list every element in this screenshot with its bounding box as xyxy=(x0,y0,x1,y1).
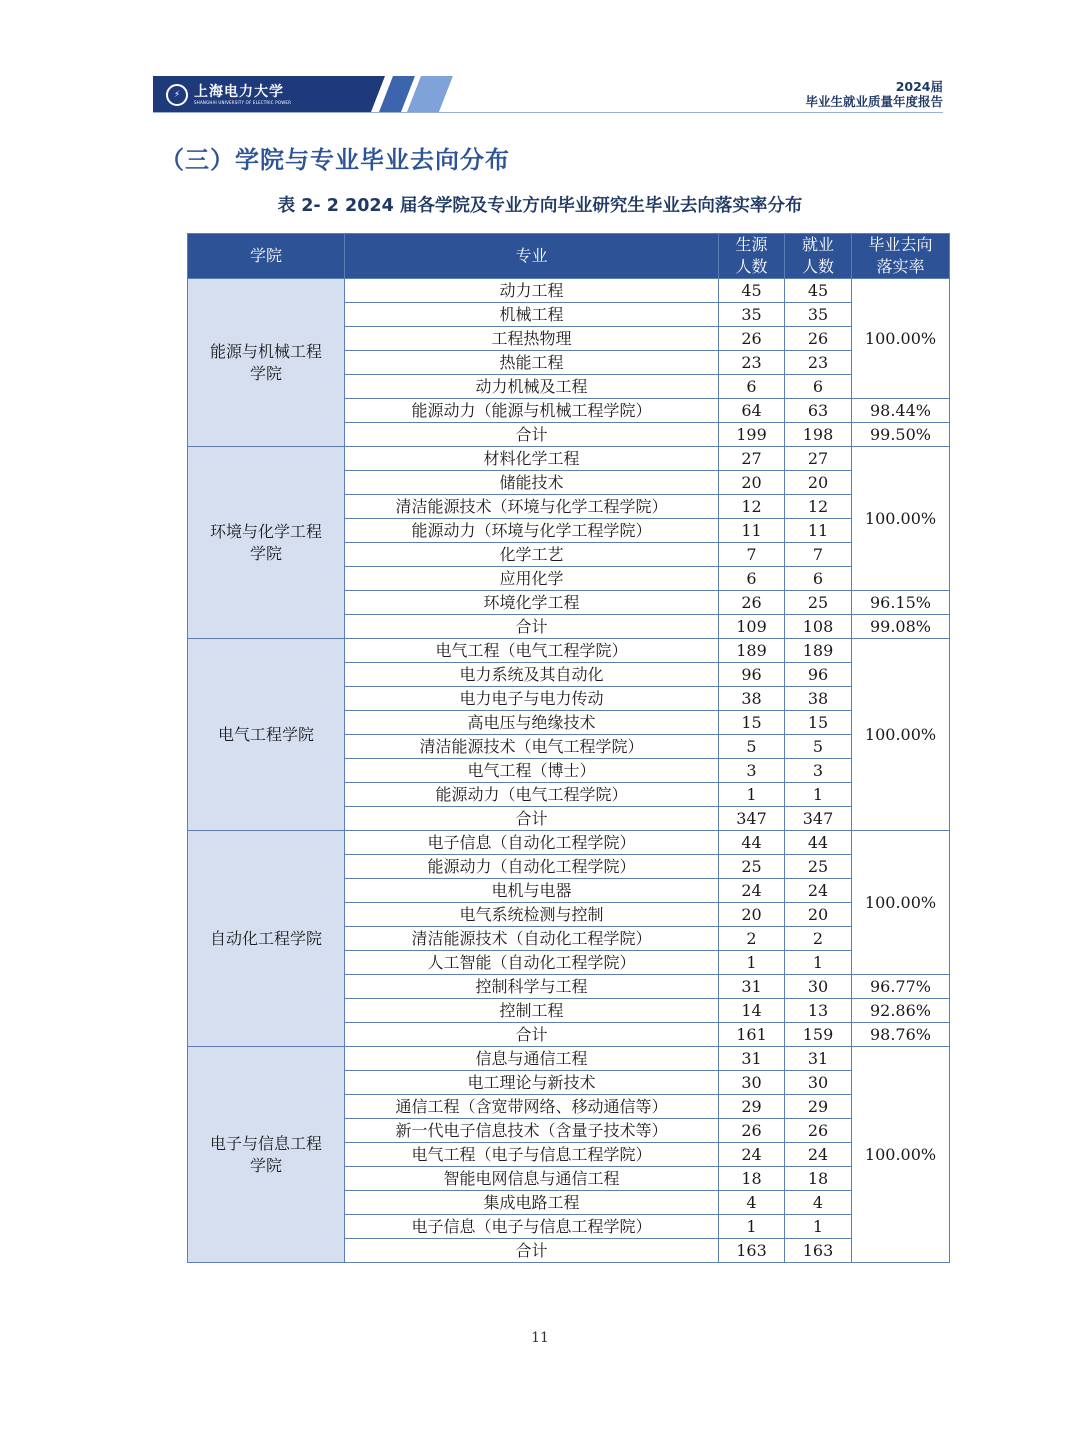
major-cell: 通信工程（含宽带网络、移动通信等） xyxy=(345,1095,719,1119)
table-row xyxy=(188,831,950,855)
major-cell: 高电压与绝缘技术 xyxy=(345,711,719,735)
source-count-cell: 26 xyxy=(719,591,785,615)
source-count-cell: 1 xyxy=(719,1215,785,1239)
source-count-cell: 35 xyxy=(719,303,785,327)
major-cell: 动力工程 xyxy=(345,279,719,303)
source-count-cell: 27 xyxy=(719,447,785,471)
employed-count-cell: 26 xyxy=(785,327,852,351)
major-cell: 人工智能（自动化工程学院） xyxy=(345,951,719,975)
employed-count-cell: 13 xyxy=(785,999,852,1023)
major-cell: 能源动力（电气工程学院） xyxy=(345,783,719,807)
section-heading: （三）学院与专业毕业去向分布 xyxy=(160,146,510,174)
college-name-line1: 自动化工程学院 xyxy=(209,928,322,948)
major-cell: 电气工程（电子与信息工程学院） xyxy=(345,1143,719,1167)
column-header-college: 学院 xyxy=(188,234,345,279)
employed-count-cell: 24 xyxy=(785,879,852,903)
source-count-cell: 64 xyxy=(719,399,785,423)
source-count-cell: 1 xyxy=(719,951,785,975)
employed-count-cell: 2 xyxy=(785,927,852,951)
employed-count-cell: 159 xyxy=(785,1023,852,1047)
source-count-cell: 15 xyxy=(719,711,785,735)
placement-rate-cell: 100.00% xyxy=(852,1047,950,1263)
major-cell: 化学工艺 xyxy=(345,543,719,567)
table-row xyxy=(188,447,950,471)
major-cell: 应用化学 xyxy=(345,567,719,591)
source-count-cell: 163 xyxy=(719,1239,785,1263)
college-cell xyxy=(188,447,345,639)
placement-rate-cell: 100.00% xyxy=(852,447,950,591)
employed-count-cell: 45 xyxy=(785,279,852,303)
source-count-cell: 20 xyxy=(719,471,785,495)
table-caption: 表 2- 2 2024 届各学院及专业方向毕业研究生毕业去向落实率分布 xyxy=(277,196,803,216)
employed-count-cell: 11 xyxy=(785,519,852,543)
source-count-cell: 29 xyxy=(719,1095,785,1119)
employed-count-cell: 3 xyxy=(785,759,852,783)
employed-count-cell: 7 xyxy=(785,543,852,567)
major-cell: 环境化学工程 xyxy=(345,591,719,615)
major-cell: 储能技术 xyxy=(345,471,719,495)
major-cell: 电力系统及其自动化 xyxy=(345,663,719,687)
major-cell: 动力机械及工程 xyxy=(345,375,719,399)
employed-count-cell: 6 xyxy=(785,375,852,399)
major-cell: 合计 xyxy=(345,1023,719,1047)
major-cell: 电气工程（电气工程学院） xyxy=(345,639,719,663)
table-row xyxy=(188,279,950,303)
major-cell: 能源动力（自动化工程学院） xyxy=(345,855,719,879)
placement-rate-cell: 98.76% xyxy=(852,1023,950,1047)
university-name: 上海电力大学 xyxy=(194,84,284,100)
major-cell: 机械工程 xyxy=(345,303,719,327)
source-count-cell: 7 xyxy=(719,543,785,567)
placement-rate-cell: 100.00% xyxy=(852,279,950,399)
employed-count-cell: 96 xyxy=(785,663,852,687)
major-cell: 合计 xyxy=(345,423,719,447)
source-count-cell: 30 xyxy=(719,1071,785,1095)
employed-count-cell: 20 xyxy=(785,903,852,927)
source-count-cell: 4 xyxy=(719,1191,785,1215)
placement-rate-cell: 98.44% xyxy=(852,399,950,423)
college-name-line1: 电气工程学院 xyxy=(217,724,314,744)
college-cell xyxy=(188,831,345,1047)
major-cell: 电气系统检测与控制 xyxy=(345,903,719,927)
college-cell xyxy=(188,279,345,447)
source-count-cell: 14 xyxy=(719,999,785,1023)
source-count-cell: 5 xyxy=(719,735,785,759)
college-name-line1: 能源与机械工程 xyxy=(209,341,322,361)
employed-count-cell: 198 xyxy=(785,423,852,447)
source-count-cell: 11 xyxy=(719,519,785,543)
major-cell: 能源动力（环境与化学工程学院） xyxy=(345,519,719,543)
employed-count-cell: 35 xyxy=(785,303,852,327)
source-count-cell: 96 xyxy=(719,663,785,687)
employed-count-cell: 108 xyxy=(785,615,852,639)
employed-count-cell: 27 xyxy=(785,447,852,471)
source-count-cell: 12 xyxy=(719,495,785,519)
major-cell: 信息与通信工程 xyxy=(345,1047,719,1071)
major-cell: 合计 xyxy=(345,615,719,639)
source-count-cell: 24 xyxy=(719,879,785,903)
major-cell: 电工理论与新技术 xyxy=(345,1071,719,1095)
employed-count-cell: 38 xyxy=(785,687,852,711)
employed-count-cell: 6 xyxy=(785,567,852,591)
major-cell: 热能工程 xyxy=(345,351,719,375)
report-year: 2024届 xyxy=(895,79,943,94)
college-name-line2: 学院 xyxy=(249,363,282,383)
source-count-cell: 2 xyxy=(719,927,785,951)
table-row xyxy=(188,639,950,663)
employed-count-cell: 189 xyxy=(785,639,852,663)
college-cell xyxy=(188,1047,345,1263)
placement-rate-cell: 100.00% xyxy=(852,831,950,975)
employed-count-cell: 63 xyxy=(785,399,852,423)
employed-count-cell: 25 xyxy=(785,855,852,879)
source-count-cell: 109 xyxy=(719,615,785,639)
source-count-cell: 199 xyxy=(719,423,785,447)
employed-count-cell: 5 xyxy=(785,735,852,759)
major-cell: 集成电路工程 xyxy=(345,1191,719,1215)
column-header-source-count: 生源 人数 xyxy=(719,234,785,279)
major-cell: 材料化学工程 xyxy=(345,447,719,471)
source-count-cell: 347 xyxy=(719,807,785,831)
employed-count-cell: 15 xyxy=(785,711,852,735)
source-count-cell: 31 xyxy=(719,975,785,999)
major-cell: 合计 xyxy=(345,807,719,831)
table-header xyxy=(188,234,950,279)
major-cell: 控制科学与工程 xyxy=(345,975,719,999)
employed-count-cell: 18 xyxy=(785,1167,852,1191)
source-count-cell: 6 xyxy=(719,567,785,591)
college-name-line2: 学院 xyxy=(249,543,282,563)
source-count-cell: 3 xyxy=(719,759,785,783)
source-count-cell: 31 xyxy=(719,1047,785,1071)
source-count-cell: 1 xyxy=(719,783,785,807)
employed-count-cell: 31 xyxy=(785,1047,852,1071)
placement-rate-cell: 100.00% xyxy=(852,639,950,831)
employed-count-cell: 30 xyxy=(785,975,852,999)
college-name-line1: 电子与信息工程 xyxy=(209,1133,322,1153)
university-name-en: SHANGHAI UNIVERSITY OF ELECTRIC POWER xyxy=(194,100,292,105)
major-cell: 合计 xyxy=(345,1239,719,1263)
major-cell: 清洁能源技术（自动化工程学院） xyxy=(345,927,719,951)
placement-rate-cell: 96.77% xyxy=(852,975,950,999)
source-count-cell: 26 xyxy=(719,1119,785,1143)
employed-count-cell: 163 xyxy=(785,1239,852,1263)
source-count-cell: 38 xyxy=(719,687,785,711)
header-row xyxy=(188,234,950,279)
source-count-cell: 45 xyxy=(719,279,785,303)
university-logo xyxy=(166,83,291,107)
employed-count-cell: 30 xyxy=(785,1071,852,1095)
column-header-placement-rate: 毕业去向 落实率 xyxy=(852,234,950,279)
employed-count-cell: 1 xyxy=(785,1215,852,1239)
placement-rate-cell: 99.08% xyxy=(852,615,950,639)
employed-count-cell: 44 xyxy=(785,831,852,855)
source-count-cell: 18 xyxy=(719,1167,785,1191)
source-count-cell: 20 xyxy=(719,903,785,927)
source-count-cell: 24 xyxy=(719,1143,785,1167)
major-cell: 电力电子与电力传动 xyxy=(345,687,719,711)
report-title xyxy=(805,79,943,109)
employed-count-cell: 20 xyxy=(785,471,852,495)
major-cell: 电子信息（自动化工程学院） xyxy=(345,831,719,855)
page-number: 11 xyxy=(531,1330,549,1346)
source-count-cell: 189 xyxy=(719,639,785,663)
employed-count-cell: 12 xyxy=(785,495,852,519)
major-cell: 电气工程（博士） xyxy=(345,759,719,783)
employed-count-cell: 4 xyxy=(785,1191,852,1215)
major-cell: 能源动力（能源与机械工程学院） xyxy=(345,399,719,423)
major-cell: 新一代电子信息技术（含量子技术等） xyxy=(345,1119,719,1143)
placement-rate-cell: 96.15% xyxy=(852,591,950,615)
column-header-major: 专业 xyxy=(345,234,719,279)
employed-count-cell: 1 xyxy=(785,951,852,975)
major-cell: 控制工程 xyxy=(345,999,719,1023)
source-count-cell: 26 xyxy=(719,327,785,351)
employed-count-cell: 26 xyxy=(785,1119,852,1143)
college-name-line1: 环境与化学工程 xyxy=(209,521,322,541)
employed-count-cell: 25 xyxy=(785,591,852,615)
source-count-cell: 44 xyxy=(719,831,785,855)
header-divider xyxy=(153,112,943,113)
employed-count-cell: 347 xyxy=(785,807,852,831)
major-cell: 电机与电器 xyxy=(345,879,719,903)
employed-count-cell: 24 xyxy=(785,1143,852,1167)
employment-rate-table xyxy=(187,233,950,1263)
source-count-cell: 6 xyxy=(719,375,785,399)
college-cell xyxy=(188,639,345,831)
source-count-cell: 25 xyxy=(719,855,785,879)
column-header-employed-count: 就业 人数 xyxy=(785,234,852,279)
report-title-text: 毕业生就业质量年度报告 xyxy=(805,94,943,109)
placement-rate-cell: 92.86% xyxy=(852,999,950,1023)
source-count-cell: 23 xyxy=(719,351,785,375)
table-row xyxy=(188,1047,950,1071)
major-cell: 清洁能源技术（电气工程学院） xyxy=(345,735,719,759)
employed-count-cell: 23 xyxy=(785,351,852,375)
placement-rate-cell: 99.50% xyxy=(852,423,950,447)
major-cell: 智能电网信息与通信工程 xyxy=(345,1167,719,1191)
college-name-line2: 学院 xyxy=(249,1155,282,1175)
employed-count-cell: 1 xyxy=(785,783,852,807)
source-count-cell: 161 xyxy=(719,1023,785,1047)
employed-count-cell: 29 xyxy=(785,1095,852,1119)
major-cell: 工程热物理 xyxy=(345,327,719,351)
table-body xyxy=(188,279,950,1263)
major-cell: 电子信息（电子与信息工程学院） xyxy=(345,1215,719,1239)
university-seal-icon: ⚡ xyxy=(166,84,188,106)
major-cell: 清洁能源技术（环境与化学工程学院） xyxy=(345,495,719,519)
